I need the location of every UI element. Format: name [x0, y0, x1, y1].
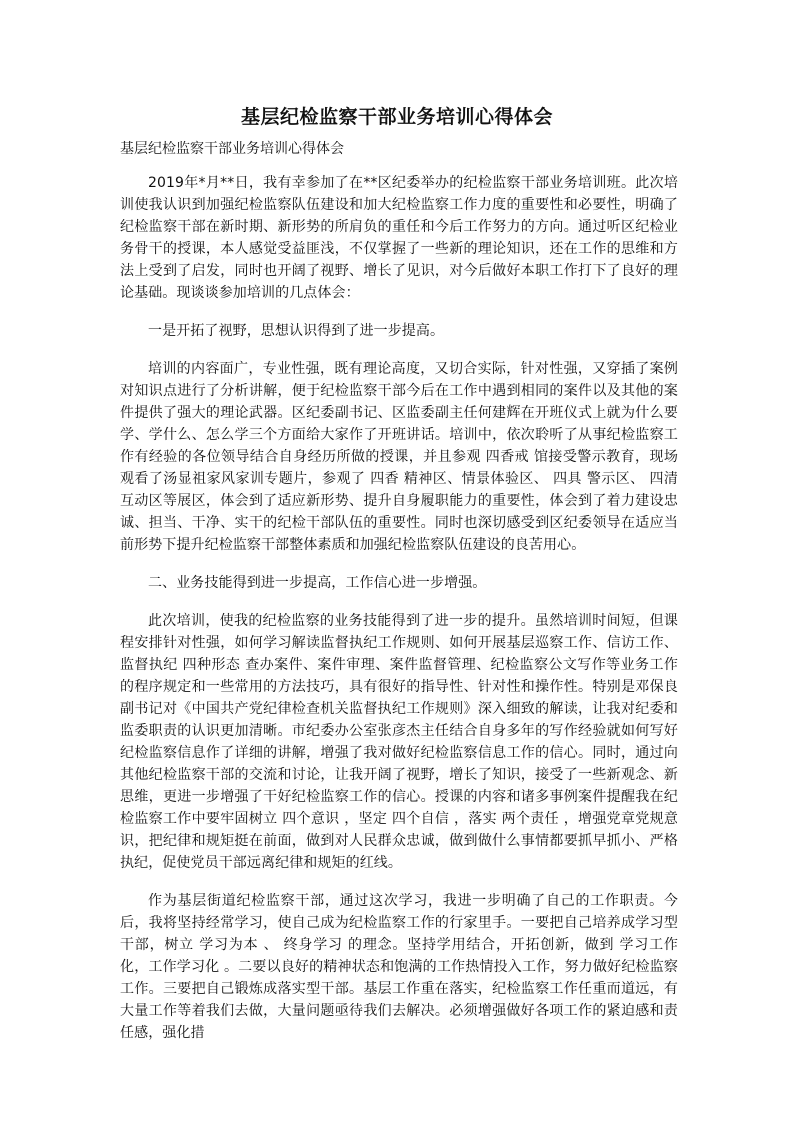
paragraph-point-one: 培训的内容面广，专业性强，既有理论高度，又切合实际，针对性强，又穿插了案例对知识点进行了分析讲解，便于纪检监察干部今后在工作中遇到相同的案件以及其他的案件提供了强大的理论武器。区纪委副书记、区监委副主任何建辉在开班仪式上就为什么要学、学什么、怎么学三个方面给大家作了开班讲话。培训中，依次聆听了从事纪检监察工作有经验的各位领导结合自身经历所做的授课，并且参观 四香戒 馆接受警示教育，现场观看了汤显祖家风家训专题片，参观了 四香 精神区、情景体验区、 四具 警示区、 四清 互动区等展区，体会到了适应新形势、提升自身履职能力的重要性，体会到了着力建设忠诚、担当、干净、实干的纪检干部队伍的重要性。同时也深切感受到区纪委领导在适应当前形势下提升纪检监察干部整体素质和加强纪检监察队伍建设的良苦用心。 — [120, 361, 678, 553]
heading-point-two: 二、业务技能得到进一步提高，工作信心进一步增强。 — [148, 575, 487, 591]
document-body — [120, 172, 678, 1060]
document-title: 基层纪检监察干部业务培训心得体会 — [240, 106, 553, 128]
heading-point-one: 一是开拓了视野，思想认识得到了进一步提高。 — [148, 323, 445, 339]
paragraph-conclusion: 作为基层街道纪检监察干部，通过这次学习，我进一步明确了自己的工作职责。今后，我将坚持经常学习，使自己成为纪检监察工作的行家里手。一要把自己培养成学习型干部，树立 学习为本 、 终身学习 的理念。坚持学用结合，开拓创新，做到 学习工作化，工作学习化 。二要以良好的精神状态和饱满的工作热情投入工作，努力做好纪检监察工作。三要把自己锻炼成落实型干部。基层工作重在落实，纪检监察工作任重而道远，有大量工作等着我们去做，大量问题亟待我们去解决。必须增强做好各项工作的紧迫感和责任感，强化措 — [120, 893, 678, 1041]
document-subtitle: 基层纪检监察干部业务培训心得体会 — [120, 141, 344, 157]
paragraph-point-two: 此次培训，使我的纪检监察的业务技能得到了进一步的提升。虽然培训时间短，但课程安排针对性强，如何学习解读监督执纪工作规则、如何开展基层巡察工作、信访工作、监督执纪 四种形态 查办案件、案件审理、案件监督管理、纪检监察公文写作等业务工作的程序规定和一些常用的方法技巧，具有很好的指导性、针对性和操作性。特别是邓保良副书记对《中国共产党纪律检查机关监督执纪工作规则》深入细致的解读，让我对纪委和监委职责的认识更加清晰。市纪委办公室张彦杰主任结合自身多年的写作经验就如何写好纪检监察信息作了详细的讲解，增强了我对做好纪检监察信息工作的信心。同时，通过向其他纪检监察干部的交流和讨论，让我开阔了视野，增长了知识，接受了一些新观念、新思维，更进一步增强了干好纪检监察工作的信心。授课的内容和诸多事例案件提醒我在纪检监察工作中要牢固树立 四个意识 ，坚定 四个自信 ，落实 两个责任 ，增强党章党规意识，把纪律和规矩挺在前面，做到对人民群众忠诚，做到做什么事情都要抓早抓小、严格执纪，促使党员干部远离纪律和规矩的红线。 — [120, 613, 678, 871]
paragraph-intro: 2019年*月**日，我有幸参加了在**区纪委举办的纪检监察干部业务培训班。此次培训使我认识到加强纪检监察队伍建设和加大纪检监察工作力度的重要性和必要性，明确了纪检监察干部在新时期、新形势的所肩负的重任和今后工作努力的方向。通过听区纪检业务骨干的授课，本人感觉受益匪浅，不仅掌握了一些新的理论知识，还在工作的思维和方法上受到了启发，同时也开阔了视野、增长了见识，对今后做好本职工作打下了良好的理论基础。现谈谈参加培训的几点体会： — [120, 175, 678, 301]
